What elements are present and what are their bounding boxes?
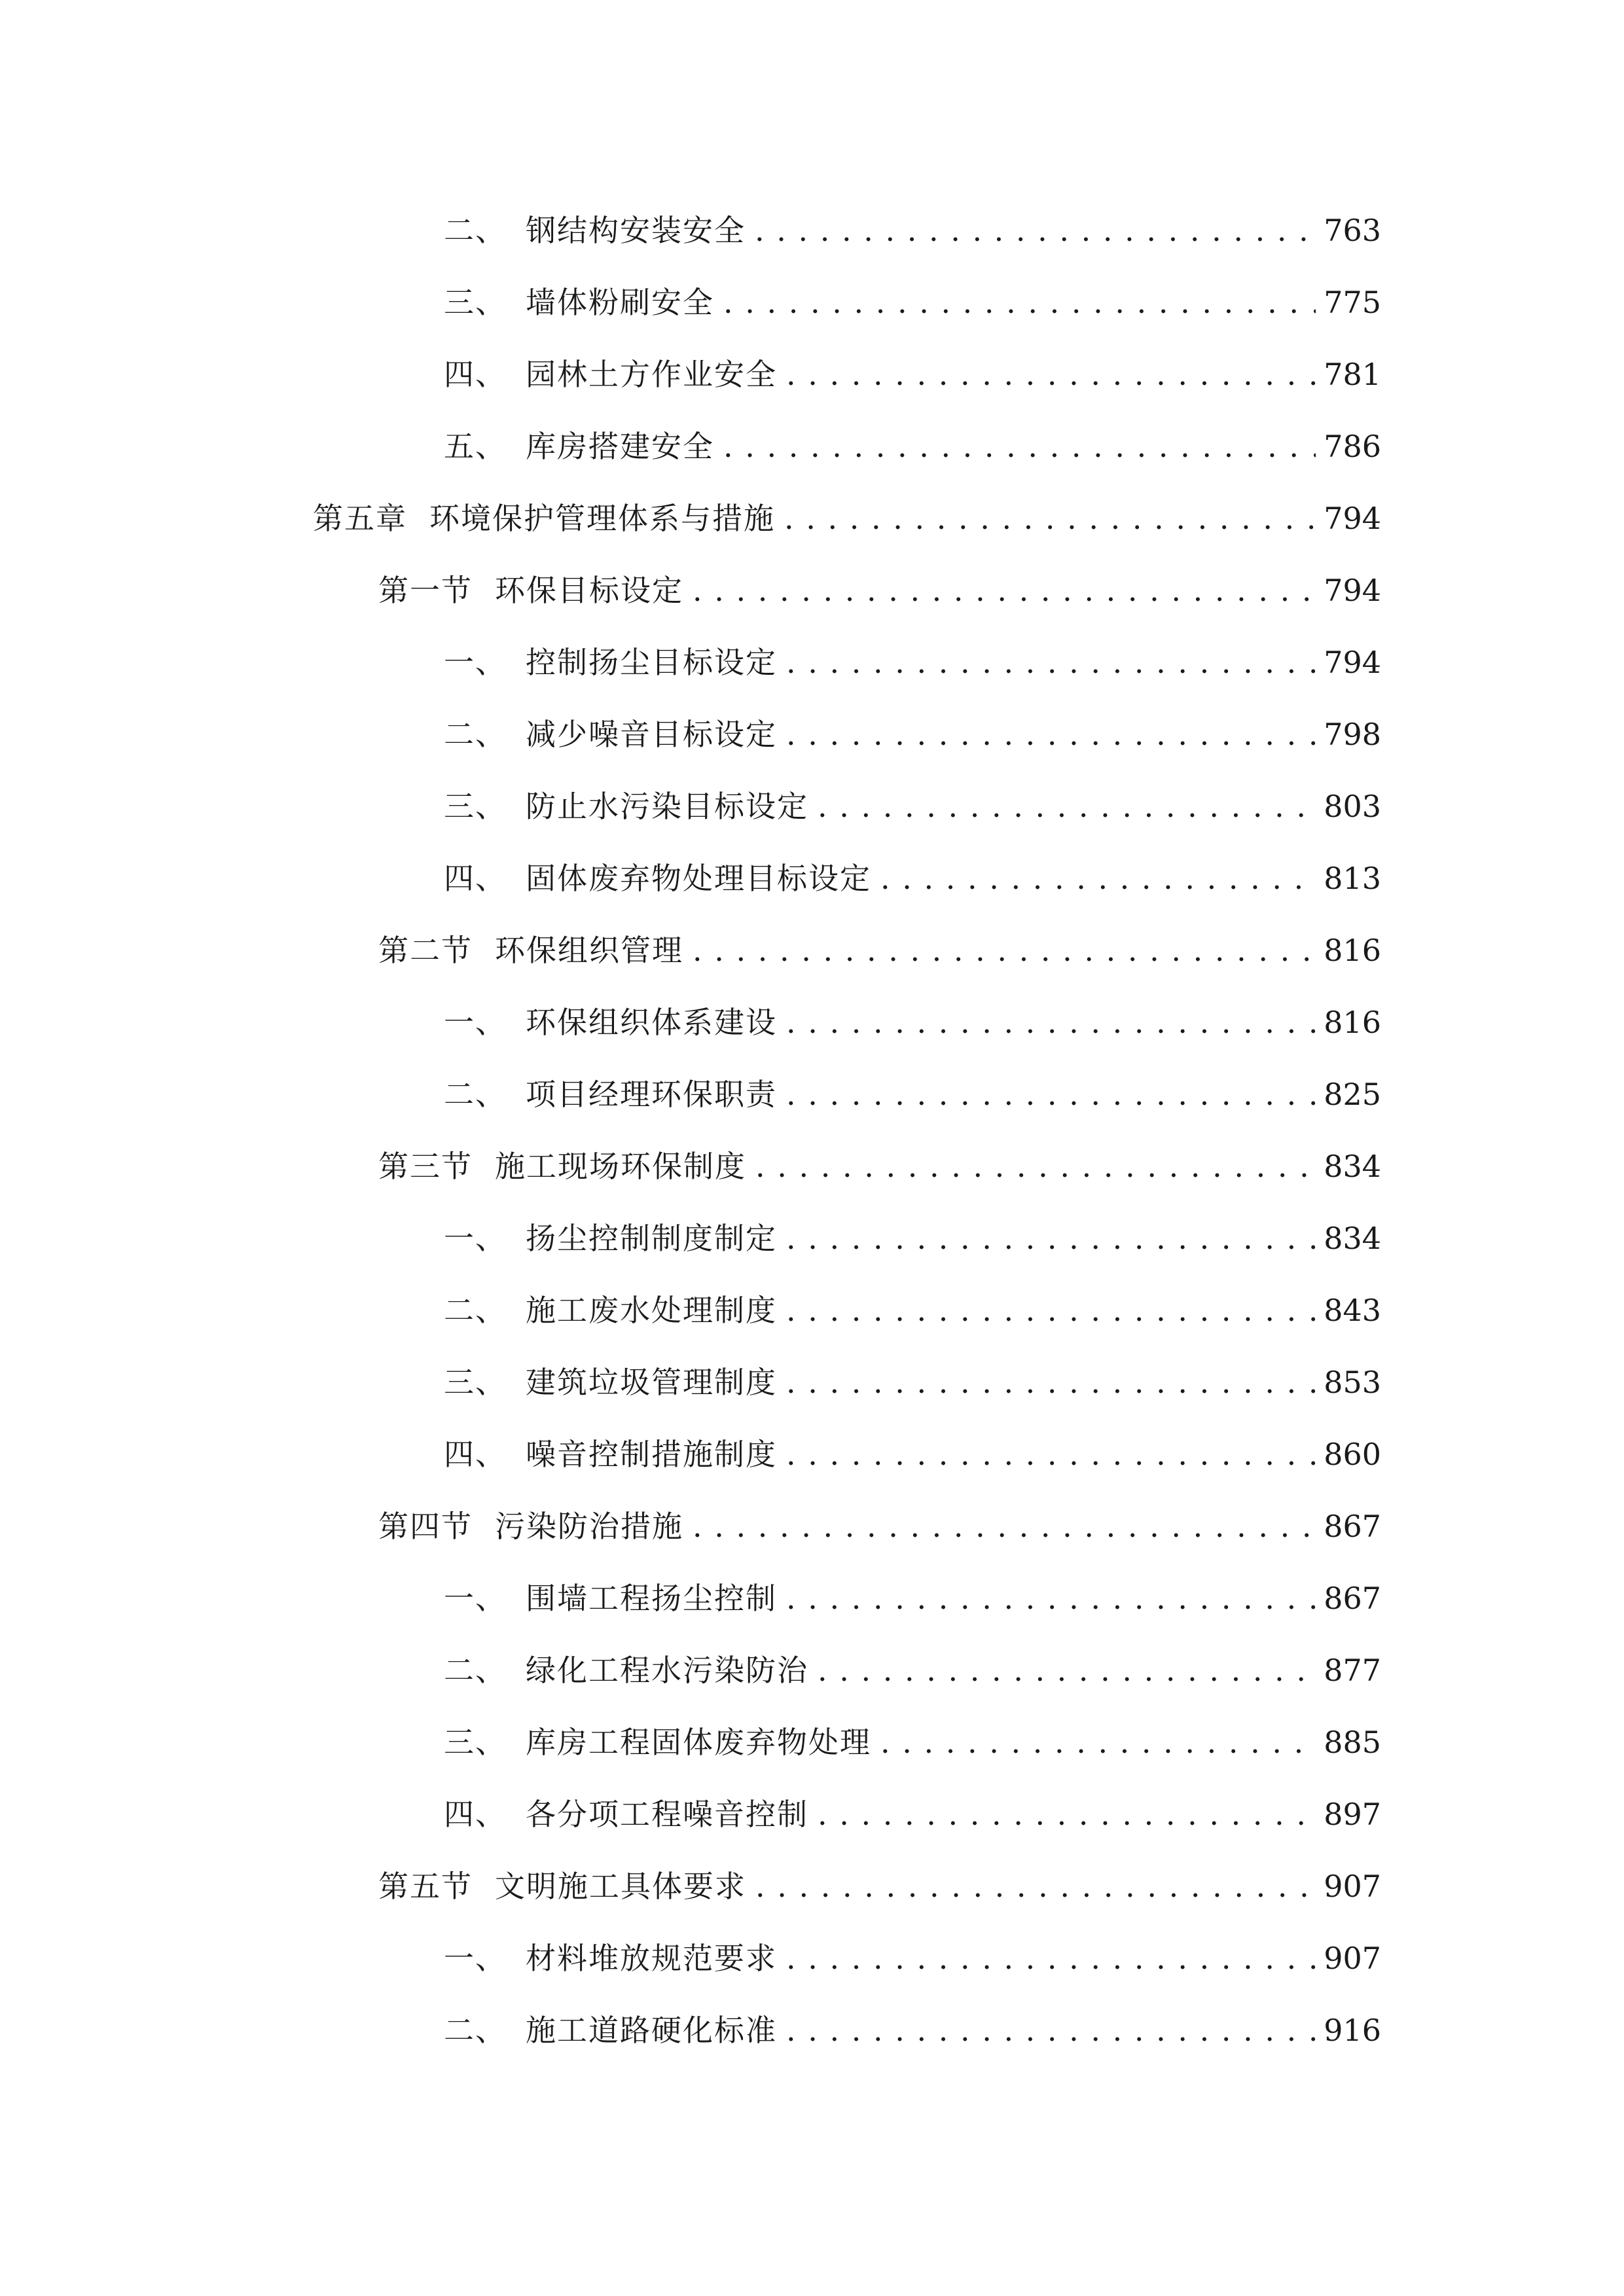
dot-leader bbox=[786, 348, 1316, 401]
dot-leader bbox=[786, 1212, 1316, 1265]
entry-number: 第四节 bbox=[378, 1509, 473, 1544]
entry-number: 第三节 bbox=[378, 1149, 473, 1184]
entry-number: 三、 bbox=[444, 1725, 507, 1760]
entry-page-number: 813 bbox=[1324, 861, 1381, 896]
dot-leader bbox=[693, 924, 1316, 977]
entry-page-number: 834 bbox=[1324, 1221, 1381, 1256]
entry-title: 钢结构安装安全 bbox=[526, 213, 746, 248]
entry-title: 防止水污染目标设定 bbox=[526, 789, 808, 824]
toc-entry[interactable] bbox=[444, 996, 1381, 1049]
toc-section-entry[interactable] bbox=[378, 1860, 1381, 1912]
entry-title: 各分项工程噪音控制 bbox=[526, 1797, 808, 1832]
entry-page-number: 834 bbox=[1324, 1149, 1381, 1184]
entry-number: 三、 bbox=[444, 789, 507, 824]
entry-number: 二、 bbox=[444, 717, 507, 752]
entry-page-number: 897 bbox=[1324, 1797, 1381, 1832]
toc-entry[interactable] bbox=[444, 852, 1381, 905]
toc-entry[interactable] bbox=[444, 708, 1381, 761]
dot-leader bbox=[880, 852, 1316, 905]
entry-number: 二、 bbox=[444, 2013, 507, 2048]
entry-number: 二、 bbox=[444, 1653, 507, 1688]
entry-title: 建筑垃圾管理制度 bbox=[526, 1365, 777, 1400]
toc-entry[interactable] bbox=[444, 2004, 1381, 2056]
dot-leader bbox=[880, 1716, 1316, 1768]
entry-number: 第五章 bbox=[313, 501, 407, 536]
entry-number: 一、 bbox=[444, 645, 507, 680]
dot-leader bbox=[723, 420, 1316, 473]
dot-leader bbox=[755, 1860, 1316, 1912]
entry-number: 一、 bbox=[444, 1221, 507, 1256]
entry-page-number: 825 bbox=[1324, 1077, 1381, 1112]
dot-leader bbox=[818, 780, 1316, 833]
entry-page-number: 853 bbox=[1324, 1365, 1381, 1400]
dot-leader bbox=[786, 1932, 1316, 1984]
toc-entry[interactable] bbox=[444, 1788, 1381, 1840]
entry-title: 材料堆放规范要求 bbox=[526, 1941, 777, 1976]
entry-page-number: 794 bbox=[1324, 501, 1381, 536]
entry-page-number: 867 bbox=[1324, 1509, 1381, 1544]
dot-leader bbox=[818, 1788, 1316, 1840]
entry-number: 二、 bbox=[444, 213, 507, 248]
entry-title: 扬尘控制制度制定 bbox=[526, 1221, 777, 1256]
entry-number: 一、 bbox=[444, 1581, 507, 1616]
entry-page-number: 763 bbox=[1324, 213, 1381, 248]
entry-number: 一、 bbox=[444, 1005, 507, 1040]
dot-leader bbox=[755, 204, 1316, 257]
entry-title: 绿化工程水污染防治 bbox=[526, 1653, 808, 1688]
entry-title: 项目经理环保职责 bbox=[526, 1077, 777, 1112]
dot-leader bbox=[786, 1068, 1316, 1121]
entry-page-number: 885 bbox=[1324, 1725, 1381, 1760]
entry-number: 第一节 bbox=[378, 573, 473, 608]
entry-title: 墙体粉刷安全 bbox=[526, 285, 714, 320]
dot-leader bbox=[693, 1500, 1316, 1552]
entry-page-number: 786 bbox=[1324, 429, 1381, 464]
toc-entry[interactable] bbox=[444, 1428, 1381, 1480]
entry-title: 围墙工程扬尘控制 bbox=[526, 1581, 777, 1616]
entry-number: 一、 bbox=[444, 1941, 507, 1976]
entry-page-number: 798 bbox=[1324, 717, 1381, 752]
toc-section-entry[interactable] bbox=[378, 1140, 1381, 1193]
toc-entry[interactable] bbox=[444, 1644, 1381, 1696]
entry-title: 库房搭建安全 bbox=[526, 429, 714, 464]
toc-entry[interactable] bbox=[444, 1068, 1381, 1121]
entry-number: 三、 bbox=[444, 285, 507, 320]
dot-leader bbox=[784, 492, 1316, 545]
dot-leader bbox=[786, 1284, 1316, 1336]
toc-entry[interactable] bbox=[444, 1932, 1381, 1984]
toc-entry[interactable] bbox=[444, 1284, 1381, 1336]
entry-page-number: 877 bbox=[1324, 1653, 1381, 1688]
toc-chapter-entry[interactable] bbox=[313, 492, 1381, 545]
entry-page-number: 843 bbox=[1324, 1293, 1381, 1328]
toc-entry[interactable] bbox=[444, 276, 1381, 329]
toc-entry[interactable] bbox=[444, 348, 1381, 401]
entry-title: 环保组织管理 bbox=[495, 933, 683, 968]
entry-page-number: 803 bbox=[1324, 789, 1381, 824]
entry-title: 减少噪音目标设定 bbox=[526, 717, 777, 752]
entry-title: 施工废水处理制度 bbox=[526, 1293, 777, 1328]
entry-title: 环保组织体系建设 bbox=[526, 1005, 777, 1040]
entry-title: 园林土方作业安全 bbox=[526, 357, 777, 392]
dot-leader bbox=[786, 1572, 1316, 1624]
entry-page-number: 816 bbox=[1324, 933, 1381, 968]
entry-title: 环境保护管理体系与措施 bbox=[429, 501, 775, 536]
entry-page-number: 794 bbox=[1324, 645, 1381, 680]
entry-number: 四、 bbox=[444, 861, 507, 896]
toc-section-entry[interactable] bbox=[378, 564, 1381, 617]
entry-page-number: 775 bbox=[1324, 285, 1381, 320]
entry-number: 二、 bbox=[444, 1077, 507, 1112]
entry-number: 四、 bbox=[444, 357, 507, 392]
toc-section-entry[interactable] bbox=[378, 924, 1381, 977]
entry-title: 固体废弃物处理目标设定 bbox=[526, 861, 871, 896]
entry-page-number: 907 bbox=[1324, 1941, 1381, 1976]
entry-page-number: 916 bbox=[1324, 2013, 1381, 2048]
toc-entry[interactable] bbox=[444, 420, 1381, 473]
entry-page-number: 816 bbox=[1324, 1005, 1381, 1040]
entry-page-number: 860 bbox=[1324, 1437, 1381, 1472]
dot-leader bbox=[786, 996, 1316, 1049]
entry-title: 库房工程固体废弃物处理 bbox=[526, 1725, 871, 1760]
dot-leader bbox=[786, 708, 1316, 761]
toc-entry[interactable] bbox=[444, 1212, 1381, 1265]
entry-title: 污染防治措施 bbox=[495, 1509, 683, 1544]
dot-leader bbox=[818, 1644, 1316, 1696]
dot-leader bbox=[786, 1356, 1316, 1408]
toc-entry[interactable] bbox=[444, 636, 1381, 689]
entry-page-number: 794 bbox=[1324, 573, 1381, 608]
dot-leader bbox=[786, 636, 1316, 689]
dot-leader bbox=[786, 2004, 1316, 2056]
toc-entry[interactable] bbox=[444, 1716, 1381, 1768]
entry-title: 施工道路硬化标准 bbox=[526, 2013, 777, 2048]
toc-section-entry[interactable] bbox=[378, 1500, 1381, 1552]
entry-title: 施工现场环保制度 bbox=[495, 1149, 746, 1184]
dot-leader bbox=[723, 276, 1316, 329]
entry-page-number: 781 bbox=[1324, 357, 1381, 392]
toc-entry[interactable] bbox=[444, 1356, 1381, 1408]
entry-page-number: 907 bbox=[1324, 1869, 1381, 1904]
entry-title: 环保目标设定 bbox=[495, 573, 683, 608]
dot-leader bbox=[755, 1140, 1316, 1193]
entry-number: 四、 bbox=[444, 1437, 507, 1472]
entry-number: 第五节 bbox=[378, 1869, 473, 1904]
toc-entry[interactable] bbox=[444, 780, 1381, 833]
entry-title: 文明施工具体要求 bbox=[495, 1869, 746, 1904]
entry-number: 第二节 bbox=[378, 933, 473, 968]
entry-number: 二、 bbox=[444, 1293, 507, 1328]
entry-number: 五、 bbox=[444, 429, 507, 464]
entry-page-number: 867 bbox=[1324, 1581, 1381, 1616]
entry-title: 控制扬尘目标设定 bbox=[526, 645, 777, 680]
dot-leader bbox=[693, 564, 1316, 617]
dot-leader bbox=[786, 1428, 1316, 1480]
entry-title: 噪音控制措施制度 bbox=[526, 1437, 777, 1472]
toc-entry[interactable] bbox=[444, 1572, 1381, 1624]
toc-entry[interactable] bbox=[444, 204, 1381, 257]
entry-number: 四、 bbox=[444, 1797, 507, 1832]
entry-number: 三、 bbox=[444, 1365, 507, 1400]
